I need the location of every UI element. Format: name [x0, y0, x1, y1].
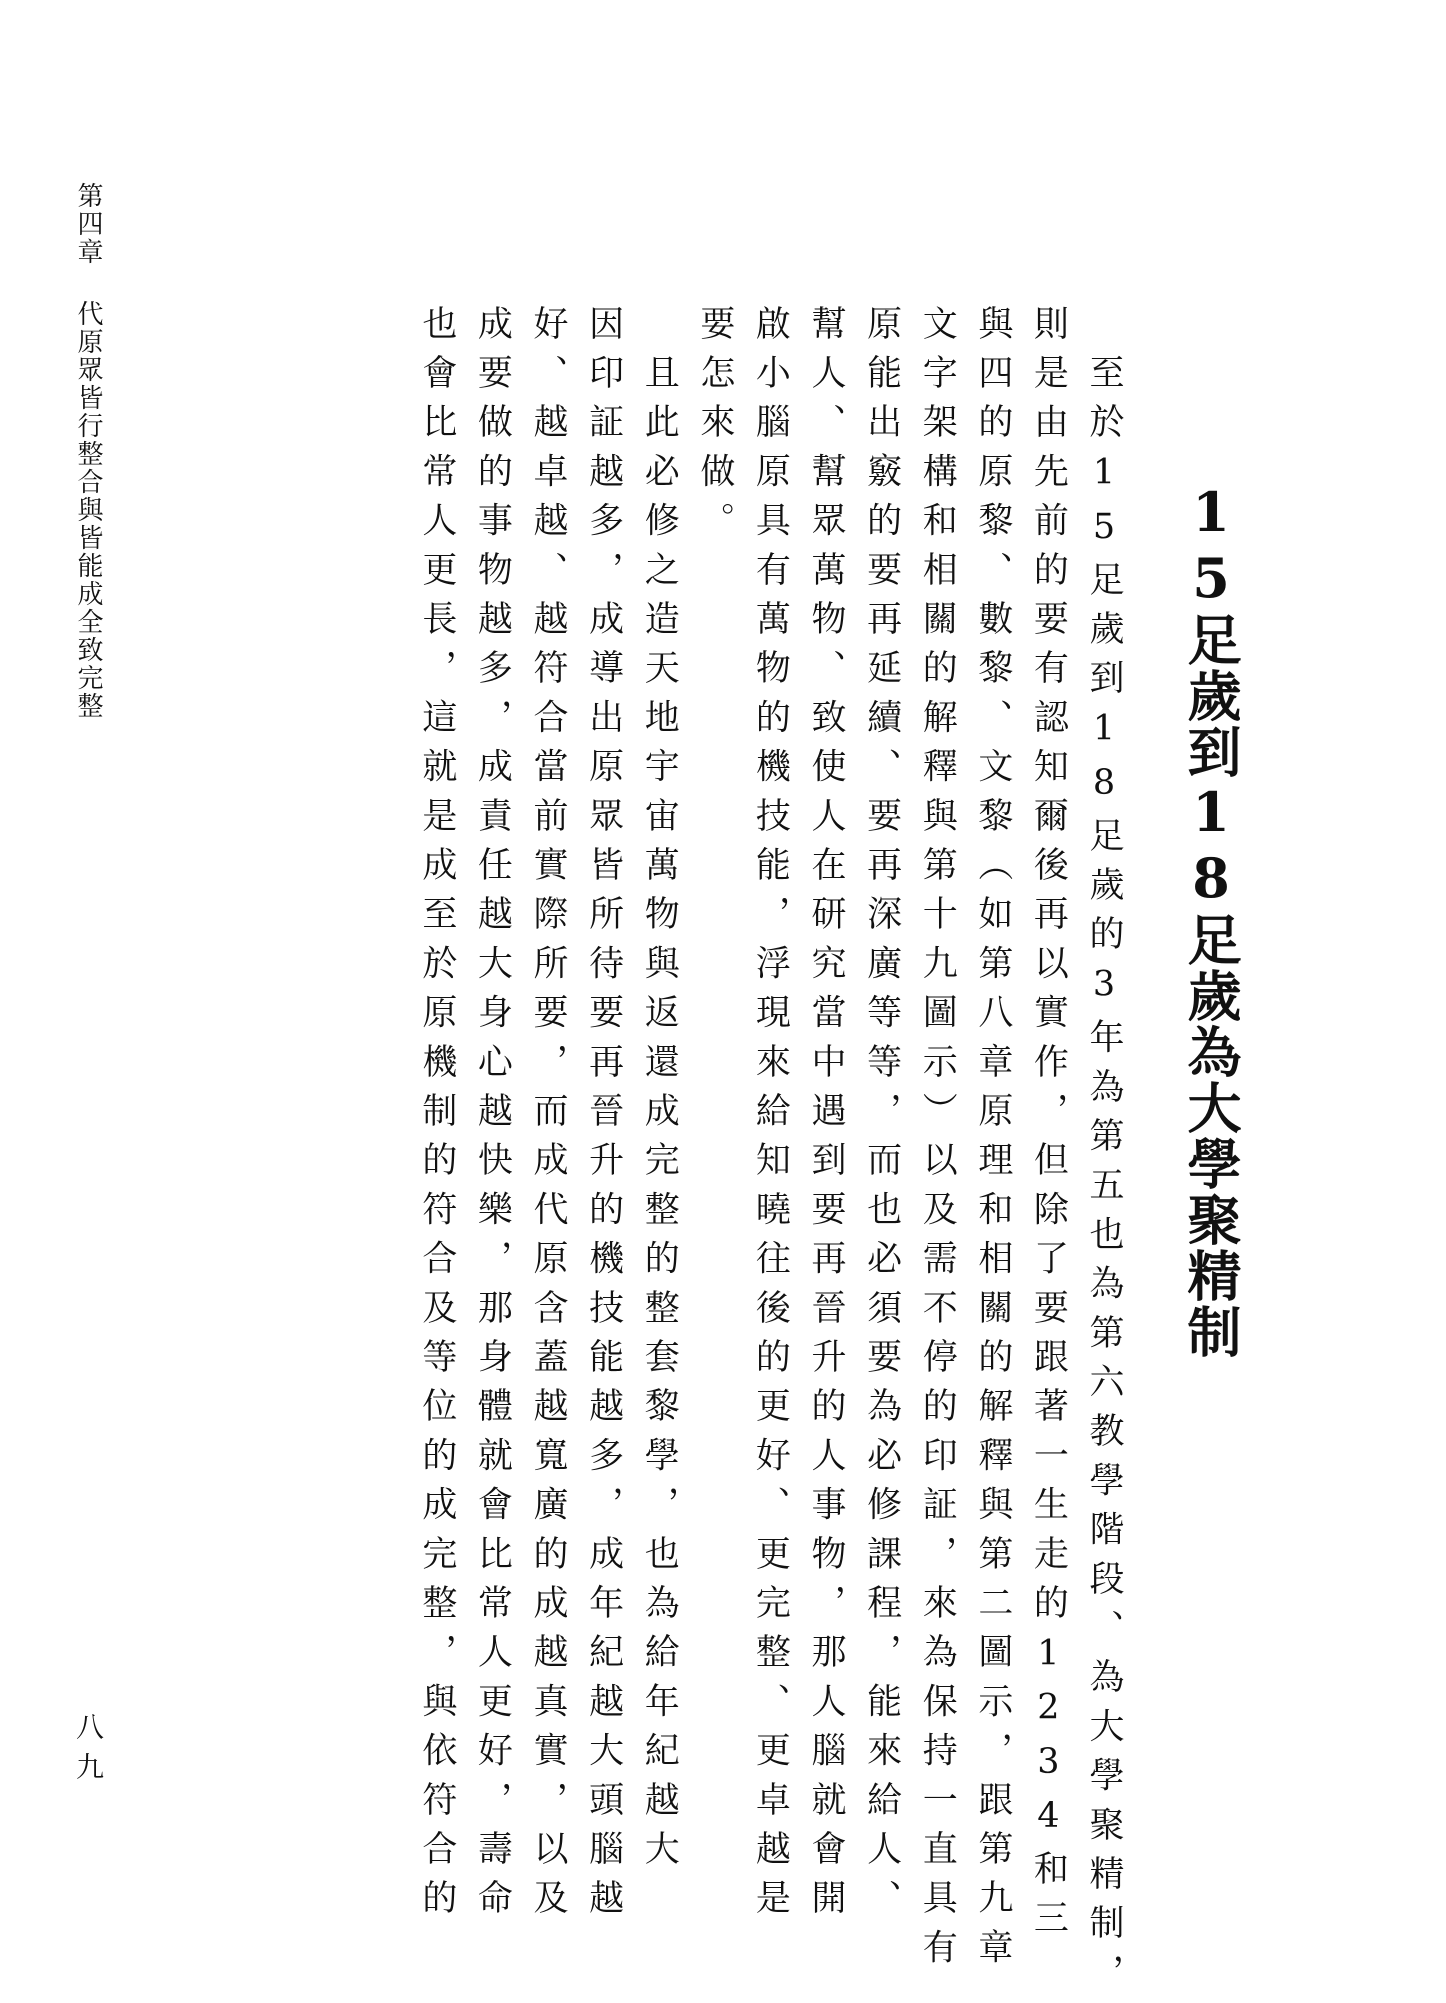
running-head-chapter: 第四章: [73, 182, 103, 266]
body-column: 啟小腦原具有萬物的機技能，浮現來給知曉往後的更好、更完整、更卓越是: [750, 305, 791, 1929]
body-column: 與四的原黎、數黎、文黎（如第八章原理和相關的解釋與第二圖示，跟第九章: [972, 305, 1013, 1978]
body-column: 要怎來做。: [694, 305, 735, 551]
body-column: 成要做的事物越多，成責任越大身心越快樂，那身體就會比常人更好，壽命: [472, 305, 513, 1929]
section-title: 15足歲到18足歲為大學聚精制: [1179, 480, 1243, 1360]
body-column: 也會比常人更長，這就是成至於原機制的符合及等位的成完整，與依符合的: [416, 305, 457, 1929]
body-column: 好、越卓越、越符合當前實際所要，而成代原含蓋越寬廣的成越真實，以及: [528, 305, 568, 1929]
body-column: 文字架構和相關的解釋與第十九圖示）以及需不停的印証，來為保持一直具有: [917, 305, 958, 1978]
page-number: 八九: [72, 1712, 105, 1792]
running-head-title: 代原眾皆行整合與皆能成全致完整: [73, 300, 103, 720]
running-head: [72, 182, 104, 720]
body-column: 原能出竅的要再延續、要再深廣等等，而也必須要為必修課程，能來給人、: [861, 305, 902, 1929]
body-column: 因印証越多，成導出原眾皆所待要再晉升的機技能越多，成年紀越大頭腦越: [583, 305, 624, 1929]
body-column: 則是由先前的要有認知爾後再以實作，但除了要跟著一生走的1234和三: [1028, 305, 1069, 1949]
body-column: 幫人、幫眾萬物、致使人在研究當中遇到要再晉升的人事物，那人腦就會開: [806, 305, 846, 1929]
body-column: 且此必修之造天地宇宙萬物與返還成完整的整套黎學，也為給年紀越大: [639, 305, 680, 1880]
body-column: 至於15足歲到18足歲的3年為第五也為第六教學階段、為大學聚精制，: [1084, 305, 1124, 2003]
